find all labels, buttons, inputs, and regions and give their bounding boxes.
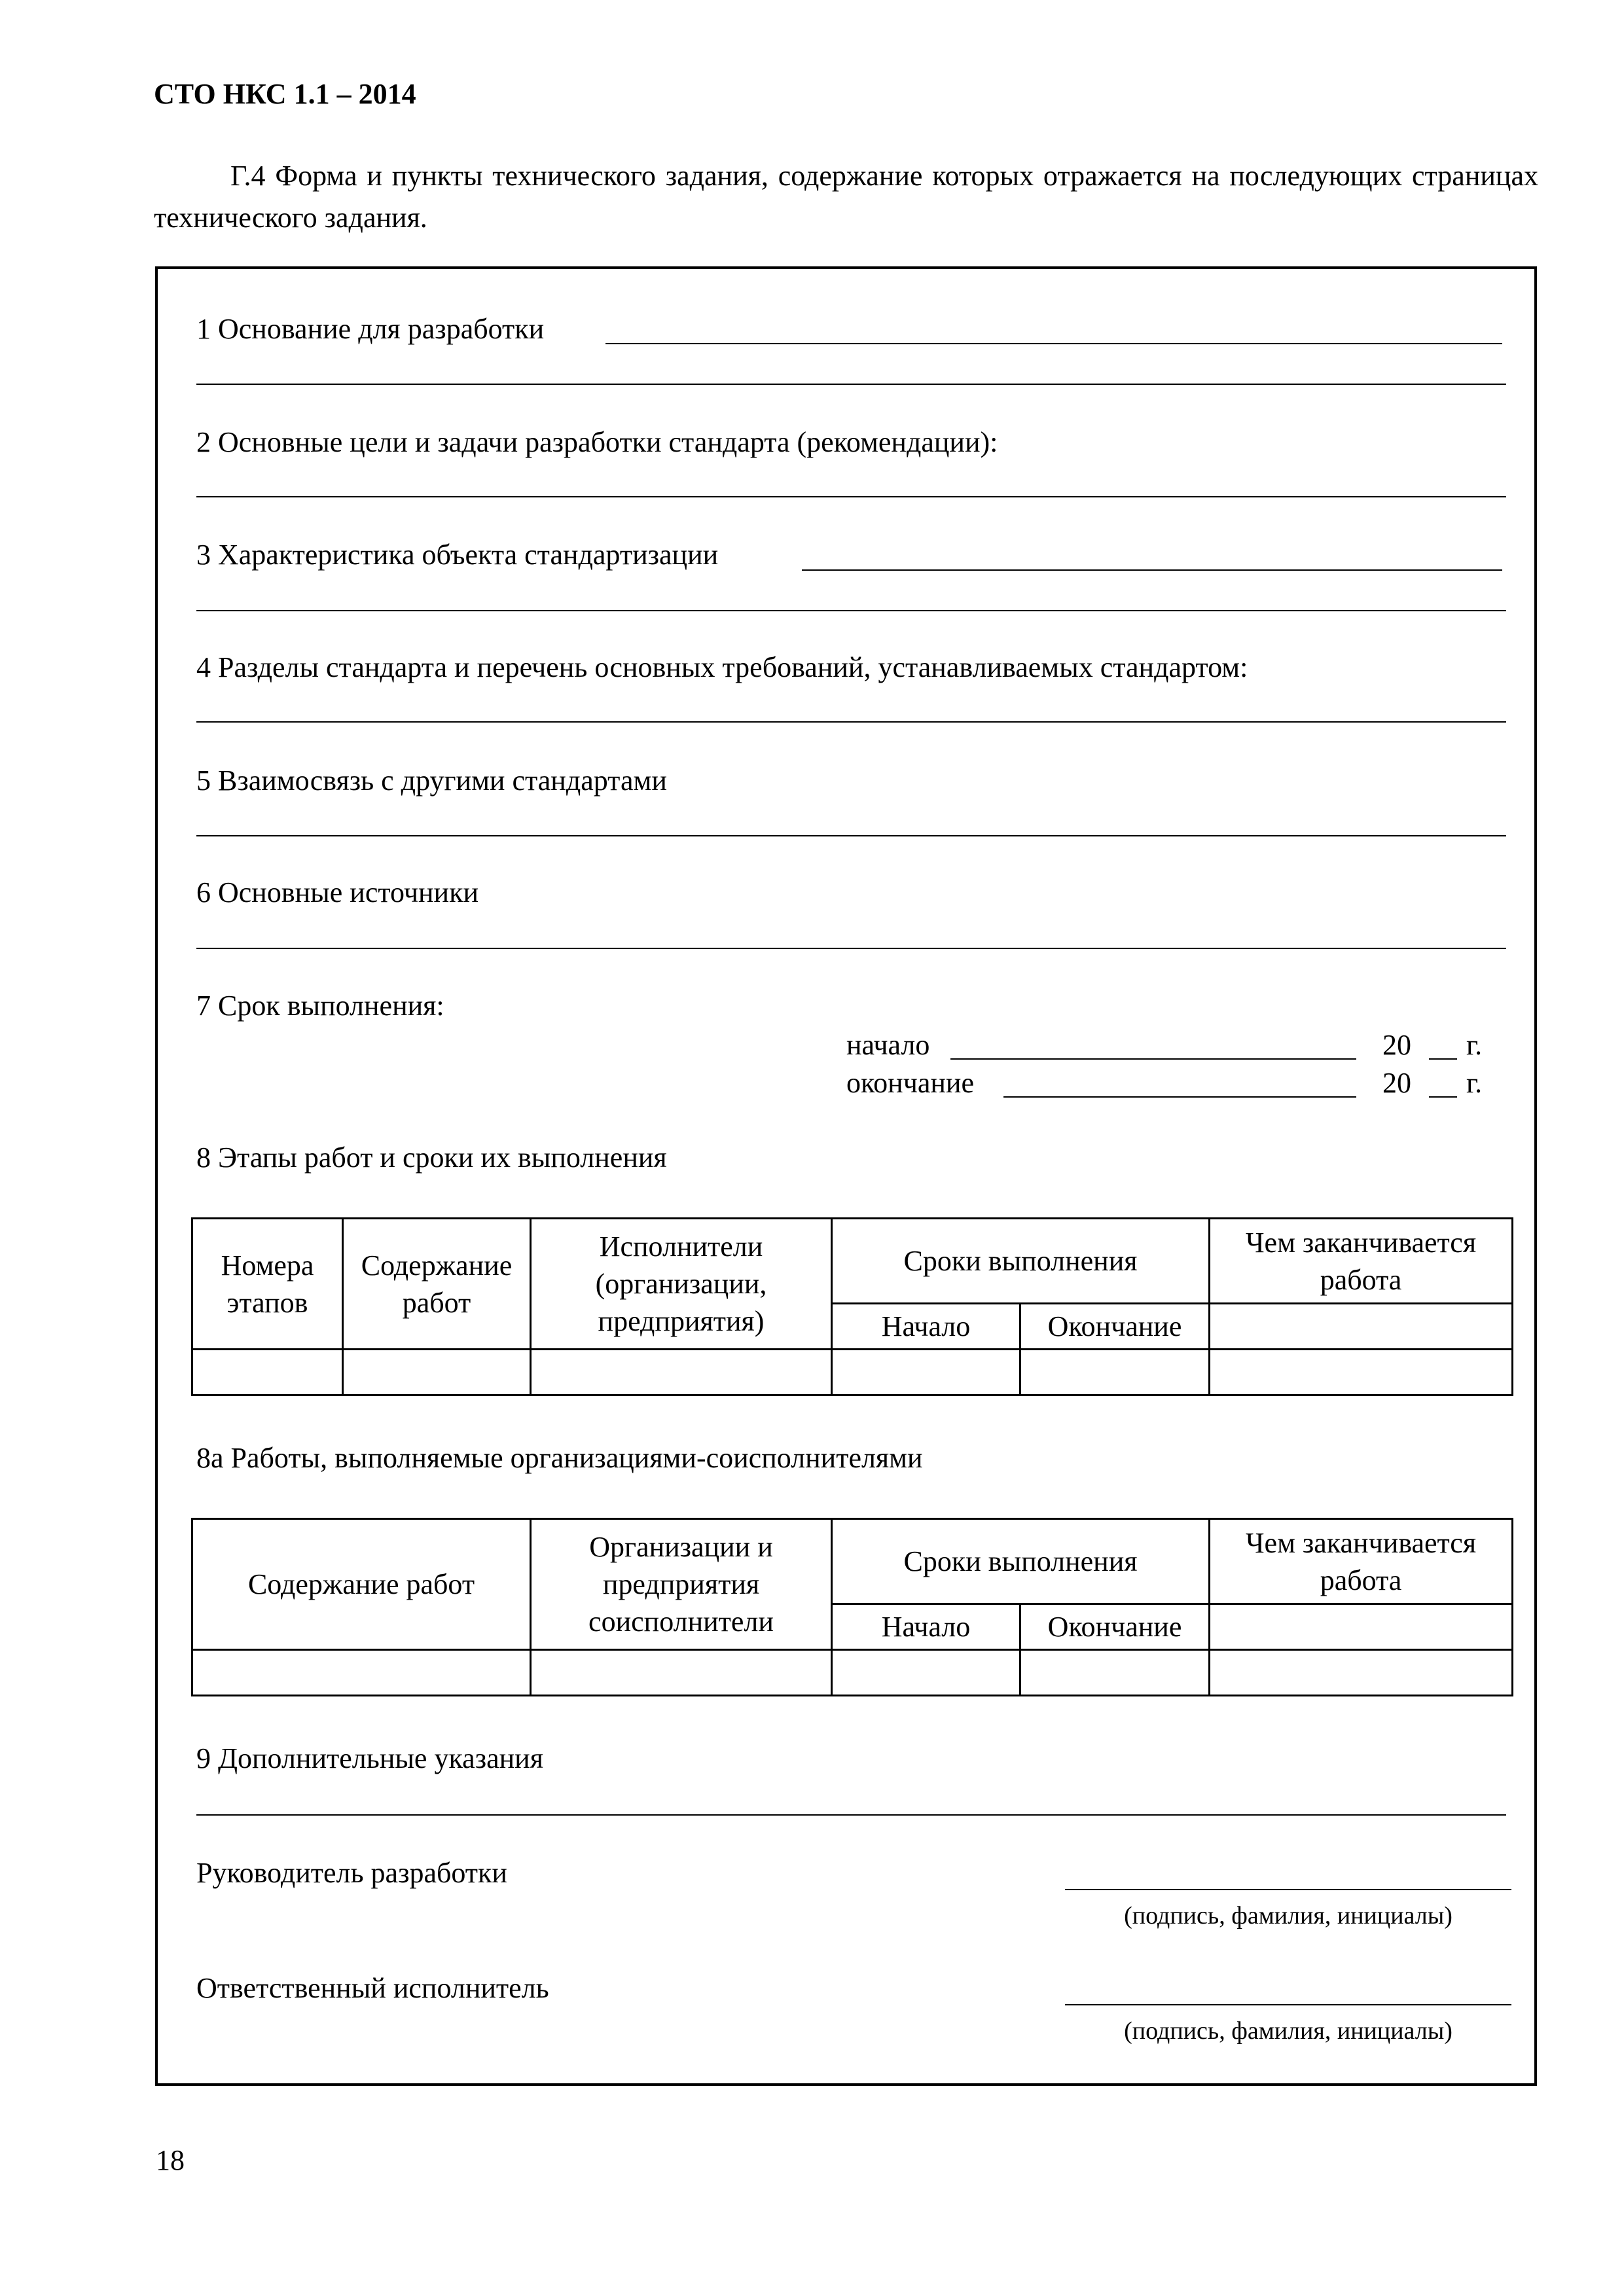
table-cell [192,1650,531,1696]
stages-col-result: Чем заканчивается работа [1210,1219,1513,1304]
head-signature-caption: (подпись, фамилия, инициалы) [1124,1902,1453,1929]
coexec-col-result: Чем заканчивается работа [1210,1519,1513,1604]
term-start-line [950,1058,1356,1060]
head-signature-line [1065,1889,1511,1890]
table-cell [343,1350,531,1395]
item-5-line [196,835,1506,836]
table-cell [192,1350,343,1395]
stages-col-executors: Исполнители (организации, предприятия) [531,1219,832,1350]
item-2-label: 2 Основные цели и задачи разработки стандарта (рекомендации): [196,426,998,458]
stages-sub-empty [1210,1304,1513,1350]
responsible-signature-line [1065,2004,1511,2005]
coexec-col-content: Содержание работ [192,1519,531,1650]
term-end-year-suffix: г. [1466,1067,1483,1099]
stages-sub-start: Начало [832,1304,1020,1350]
item-9-label: 9 Дополнительные указания [196,1742,543,1774]
stages-col-numbers: Номера этапов [192,1219,343,1350]
stages-table [191,1217,1513,1396]
term-start-year-suffix: г. [1466,1029,1483,1061]
table-cell [1210,1650,1513,1696]
coexecutors-table [191,1518,1513,1696]
coexec-col-terms: Сроки выполнения [832,1519,1210,1604]
item-1-label: 1 Основание для разработки [196,313,545,345]
stages-col-terms: Сроки выполнения [832,1219,1210,1304]
item-7-label: 7 Срок выполнения: [196,990,444,1022]
item-5-label: 5 Взаимосвязь с другими стандартами [196,764,667,797]
item-4-label: 4 Разделы стандарта и перечень основных требований, устанавливаемых стандартом: [196,651,1248,683]
table-cell [832,1650,1020,1696]
responsible-signature-caption: (подпись, фамилия, инициалы) [1124,2017,1453,2045]
term-start-year-prefix: 20 [1382,1029,1411,1061]
term-end-year-prefix: 20 [1382,1067,1411,1099]
head-of-development-label: Руководитель разработки [196,1857,507,1889]
term-end-label: окончание [846,1067,974,1099]
item-8-label: 8 Этапы работ и сроки их выполнения [196,1141,667,1174]
intro-paragraph: Г.4 Форма и пункты технического задания, содержание которых отражается на последующих страницах технического задания. [154,160,1538,234]
coexec-sub-end: Окончание [1020,1604,1210,1650]
item-2-line [196,496,1506,497]
table-cell [1210,1350,1513,1395]
term-end-line [1003,1096,1356,1098]
item-3-fill-line [802,569,1502,571]
table-cell [531,1650,832,1696]
responsible-executor-label: Ответственный исполнитель [196,1972,549,2004]
document-code: СТО НКС 1.1 – 2014 [154,78,416,110]
table-cell [832,1350,1020,1395]
stages-col-content: Содержание работ [343,1219,531,1350]
coexec-col-orgs: Организации и предприятия соисполнители [531,1519,832,1650]
coexec-sub-empty [1210,1604,1513,1650]
item-3-line-2 [196,610,1506,611]
item-3-label: 3 Характеристика объекта стандартизации [196,539,719,571]
table-cell [531,1350,832,1395]
item-6-label: 6 Основные источники [196,876,478,908]
item-4-line [196,721,1506,723]
table-cell [1020,1350,1210,1395]
stages-sub-end: Окончание [1020,1304,1210,1350]
coexec-sub-start: Начало [832,1604,1020,1650]
term-start-year-line [1429,1058,1457,1060]
item-9-line [196,1814,1506,1816]
page-number: 18 [156,2144,185,2176]
term-end-year-line [1429,1096,1457,1098]
item-6-line [196,948,1506,949]
table-row [192,1650,1513,1696]
item-1-fill-line [605,343,1502,344]
table-cell [1020,1650,1210,1696]
item-8a-label: 8а Работы, выполняемые организациями-соисполнителями [196,1442,923,1474]
item-1-line-2 [196,384,1506,385]
term-start-label: начало [846,1029,930,1061]
table-row [192,1350,1513,1395]
